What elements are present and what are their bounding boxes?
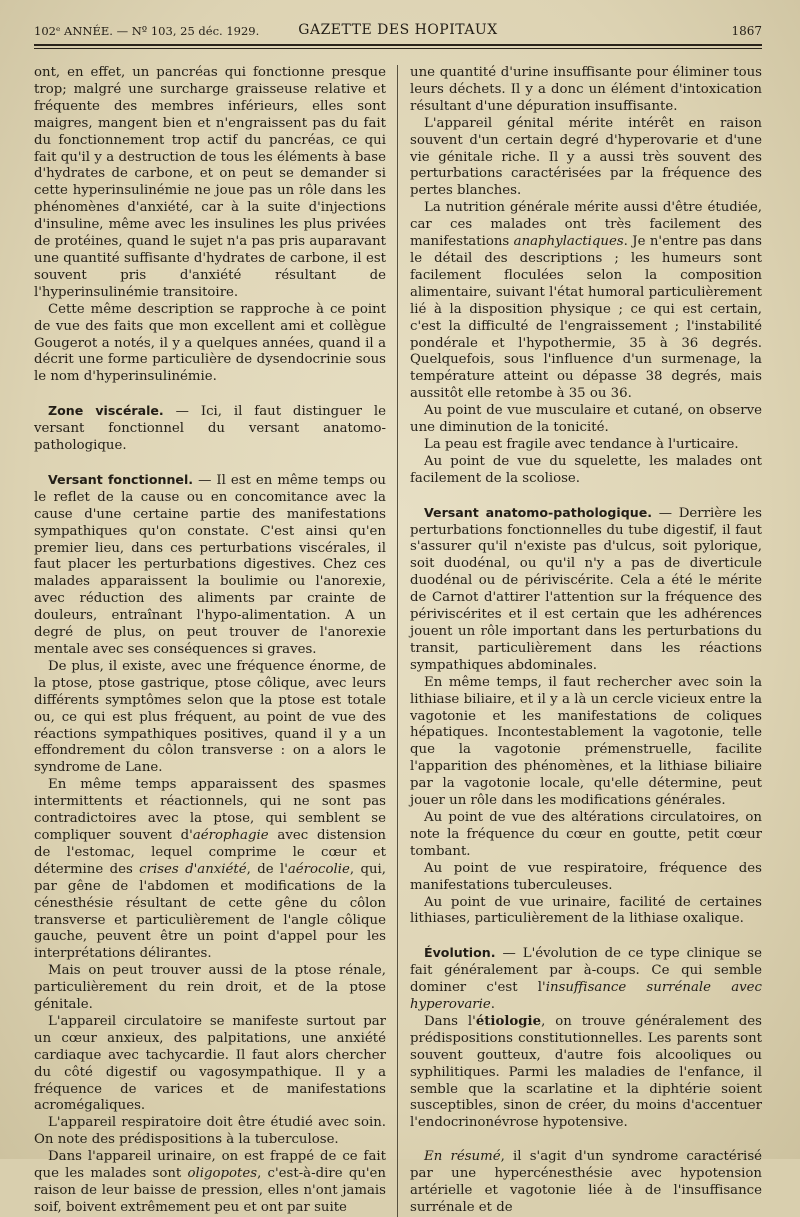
paragraph: Au point de vue urinaire, facilité de certaines lithiases, particulièrement de la lithiase oxalique. (410, 894, 762, 927)
section-heading: Versant fonctionnel. (48, 471, 194, 487)
paragraph: Dans l'appareil urinaire, on est frappé de ce fait que les malades sont oligopotes, c'est-à-dire qu'en raison de leur baisse de pression, elles n'ont jamais soif, boivent extrêmement peu et ont par suite (34, 1149, 386, 1215)
paragraph: En même temps, il faut rechercher avec soin la lithiase biliaire, et il y a là un cercle vicieux entre la vagotonie et les manifestations de coliques hépatiques. Incontestablement la vagotonie, telle que la vagotonie prémenstruelle, facilite l'apparition des phénomènes, et la lithiase biliaire par la vagotonie locale, qu'elle détermine, peut jouer un rôle dans les modifications générales. (410, 674, 762, 809)
page-header (34, 14, 762, 38)
paragraph: Au point de vue du squelette, les malades ont facilement de la scoliose. (410, 453, 762, 486)
section-zone-viscerale: Zone viscérale. — Ici, il faut distinguer le versant fonctionnel du versant anatomo-pathologique. (34, 403, 386, 454)
header-rule (34, 44, 762, 46)
paragraph: Au point de vue respiratoire, fréquence des manifestations tuberculeuses. (410, 860, 762, 893)
section-heading: Évolution. (424, 945, 496, 961)
paragraph: L'appareil génital mérite intérêt en raison souvent d'un certain degré d'hyperovarie et d'une vie génitale riche. Il y a aussi très souvent des perturbations caractérisées par la fréquence des pertes blanches. (410, 115, 762, 199)
journal-title: GAZETTE DES HOPITAUX (298, 22, 498, 38)
paragraph: Cette même description se rapproche à ce point de vue des faits que mon excellent ami et collègue Gougerot a notés, il y a quelques années, quand il a décrit une forme particulière de dysendocrinie sous le nom d'hyperinsulinémie. (34, 301, 386, 385)
paragraph: Au point de vue musculaire et cutané, on observe une diminution de la tonicité. (410, 403, 762, 436)
paragraph: une quantité d'urine insuffisante pour éliminer tous leurs déchets. Il y a donc un élément d'intoxication résultant d'une dépuration insuffisante. (410, 65, 762, 114)
left-column (34, 65, 397, 1217)
paragraph: ont, en effet, un pancréas qui fonctionne presque trop; malgré une surcharge graisseuse relative et fréquente des membres inférieurs, elles sont maigres, mangent bien et n'engraissent pas du fait du fonctionnement trop actif du pancréas, ce qui fait qu'il y a destruction de tous les éléments à base d'hydrates de carbone, et on peut se demander si cette hyperinsulinémie ne joue pas un rôle dans les phénomènes d'anxiété, car à la suite d'injections d'insuline, même avec les insulines les plus privées de protéines, quand le sujet n'a pas pris auparavant une quantité suffisante d'hydrates de carbone, il est souvent pris d'anxiété résultant de l'hyperinsulinémie transitoire. (34, 65, 386, 300)
paragraph: La nutrition générale mérite aussi d'être étudiée, car ces malades ont très facilement des manifestations anaphylactiques. Je n'entre pas dans le détail des descriptions ; les humeurs sont facilement floculées selon la composition alimentaire, suivant l'état humoral particulièrement lié à la disposition physique ; ce qui est certain, c'est la difficulté de l'engraissement ; l'instabilité pondérale et l'hypothermie, 35 à 36 degrés. Quelquefois, sous l'influence d'un surmenage, la température atteint ou dépasse 38 degrés, mais aussitôt elle retombe à 35 ou 36. (410, 200, 762, 402)
section-evolution: Évolution. — L'évolution de ce type clinique se fait généralement par à-coups. Ce qui semble dominer c'est l'insuffisance surrénale avec hyperovarie. (410, 945, 762, 1013)
page-number: 1867 (731, 24, 762, 38)
section-heading: Zone viscérale. (48, 403, 164, 419)
right-column (397, 65, 762, 1217)
paragraph: Au point de vue des altérations circulatoires, on note la fréquence du cœur en goutte, petit cœur tombant. (410, 809, 762, 859)
paragraph-etiologie: Dans l'étiologie, on trouve généralement des prédispositions constitutionnelles. Les parents sont souvent goutteux, d'autre fois alcooliques ou syphilitiques. Parmi les maladies de l'enfance, il semble que la scarlatine et la diphtérie soient susceptibles, sinon de créer, du moins d'accentuer l'endocrinonévrose hypotensive. (410, 1013, 762, 1131)
paragraph: La peau est fragile avec tendance à l'urticaire. (424, 436, 739, 452)
section-versant-fonctionnel: Versant fonctionnel. — Il est en même temps ou le reflet de la cause ou en concomitance avec la cause d'une certaine partie des manifestations sympathiques qu'on constate. C'est ainsi qu'en premier lieu, dans ces perturbations viscérales, il faut placer les perturbations digestives. Chez ces malades apparaissent la boulimie ou l'anorexie, avec réduction des aliments par crainte de douleurs, entraînant l'hypo-alimentation. A un degré de plus, on peut trouver de l'anorexie mentale avec ses conséquences si graves. (34, 471, 386, 657)
section-versant-anatomo: Versant anatomo-pathologique. — Derrière les perturbations fonctionnelles du tube digestif, il faut s'assurer qu'il n'existe pas d'ulcus, soit pylorique, soit duodénal, ou qu'il n'y a pas de diverticule duodénal ou de périviscérite. Cela a été le mérite de Carnot d'attirer l'attention sur la fréquence des périviscérites et il est certain que les adhérences jouent un rôle important dans les perturbations du transit, particulièrement dans les réactions sympathiques abdominales. (410, 504, 762, 673)
paragraph: De plus, il existe, avec une fréquence énorme, de la ptose, ptose gastrique, ptose côlique, avec leurs différents symptômes selon que la ptose est totale ou, ce qui est plus fréquent, au point de vue des réactions sympathiques positives, quand il y a un effondrement du côlon transverse : on a alors le syndrome de Lane. (34, 658, 386, 776)
issue-info: 102ᵉ ANNÉE. — Nº 103, 25 déc. 1929. (34, 24, 260, 38)
paragraph: En même temps apparaissent des spasmes intermittents et réactionnels, qui ne sont pas contradictoires avec la ptose, qui semblent se compliquer souvent d'aérophagie avec distension de l'estomac, lequel comprime le cœur et détermine des crises d'anxiété, de l'aérocolie, qui, par gêne de l'abdomen et modifications de la cénesthésie résultant de cette gêne du côlon transverse et particulièrement de l'angle côlique gauche, peuvent être un point d'appel pour les interprétations délirantes. (34, 777, 387, 962)
paragraph-resume: En résumé, il s'agit d'un syndrome caractérisé par une hypercénesthésie avec hypotension artérielle et vagotonie liée à de l'insuffisance surrénale et de (410, 1149, 763, 1215)
header-rule-thin (34, 48, 762, 49)
section-heading: Versant anatomo-pathologique. (424, 504, 653, 520)
text-columns (34, 65, 762, 1217)
paragraph: L'appareil circulatoire se manifeste surtout par un cœur anxieux, des palpitations, une anxiété cardiaque avec tachycardie. Il faut alors chercher du côté digestif ou vagosympathique. Il y a fréquence de varices et de manifestations acromégaliques. (34, 1013, 386, 1114)
paragraph: Mais on peut trouver aussi de la ptose rénale, particulièrement du rein droit, et de la ptose génitale. (34, 963, 386, 1013)
paragraph: L'appareil respiratoire doit être étudié avec soin. On note des prédispositions à la tuberculose. (34, 1115, 386, 1148)
